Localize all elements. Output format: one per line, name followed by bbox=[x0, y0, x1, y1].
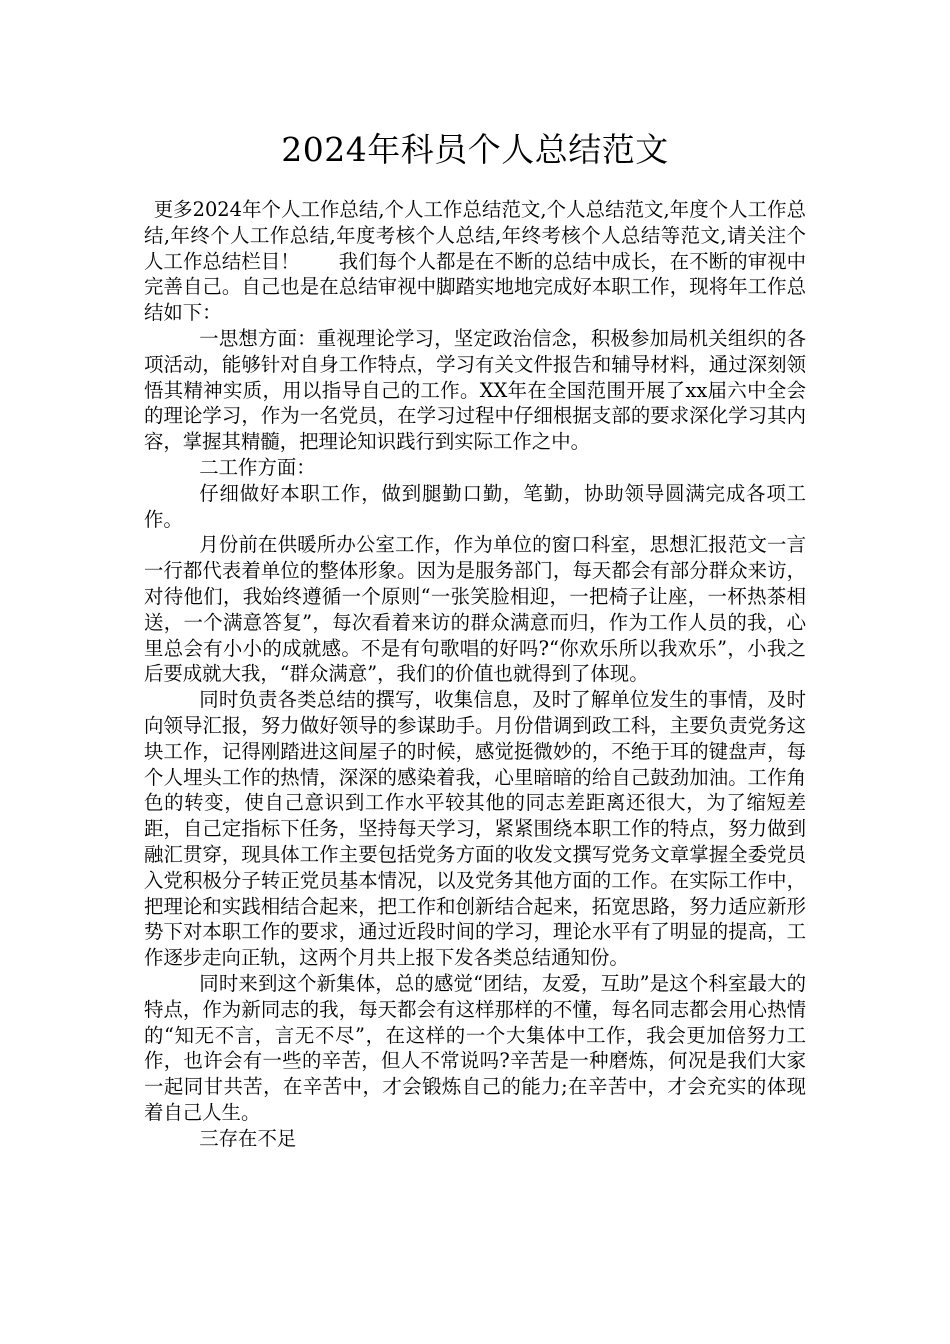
paragraph-office: 月份前在供暖所办公室工作，作为单位的窗口科室，思想汇报范文一言一行都代表着单位的整体形象。因为是服务部门，每天都会有部分群众来访，对待他们，我始终遵循一个原则“一张笑脸相迎，一把椅子让座，一杯热茶相送，一个满意答复”，每次看着来访的群众满意而归，作为工作人员的我，心里总会有小小的成就感。不是有句歌唱的好吗?“你欢乐所以我欢乐”，小我之后要成就大我，“群众满意”，我们的价值也就得到了体现。 bbox=[144, 533, 806, 686]
document-title: 2024年科员个人总结范文 bbox=[281, 130, 669, 169]
paragraph-team: 同时来到这个新集体，总的感觉“团结，友爱，互助”是这个科室最大的特点，作为新同志的我，每天都会有这样那样的不懂，每名同志都会用心热情的“知无不言，言无不尽”，在这样的一个大集体中工作，我会更加倍努力工作，也许会有一些的辛苦，但人不常说吗?辛苦是一种磨炼，何况是我们大家一起同甘共苦，在辛苦中，才会锻炼自己的能力;在辛苦中，才会充实的体现着自己人生。 bbox=[144, 971, 806, 1124]
paragraph-duty: 仔细做好本职工作，做到腿勤口勤，笔勤，协助领导圆满完成各项工作。 bbox=[144, 481, 806, 531]
intro-paragraph: 更多2024年个人工作总结,个人工作总结范文,个人总结范文,年度个人工作总结,年终个人工作总结,年度考核个人总结,年终考核个人总结等范文,请关注个人工作总结栏目！ 我们每个人都是在不断的总结中成长，在不断的审视中完善自己。自己也是在总结审视中脚踏实地地完成好本职工作，现将年工作总结如下： bbox=[144, 198, 806, 325]
paragraph-secondment: 同时负责各类总结的撰写，收集信息，及时了解单位发生的事情，及时向领导汇报，努力做好领导的参谋助手。月份借调到政工科，主要负责党务这块工作，记得刚踏进这间屋子的时候，感觉挺微妙的，不绝于耳的键盘声，每个人埋头工作的热情，深深的感染着我，心里暗暗的给自己鼓劲加油。工作角色的转变，使自己意识到工作水平较其他的同志差距离还很大，为了缩短差距，自己定指标下任务，坚持每天学习，紧紧围绕本职工作的特点，努力做到融汇贯穿，现具体工作主要包括党务方面的收发文撰写党务文章掌握全委党员入党积极分子转正党员基本情况，以及党务其他方面的工作。在实际工作中，把理论和实践相结合起来，把工作和创新结合起来，拓宽思路，努力适应新形势下对本职工作的要求，通过近段时间的学习，理论水平有了明显的提高，工作逐步走向正轨，这两个月共上报下发各类总结通知份。 bbox=[144, 688, 806, 970]
section-heading-shortcomings: 三存在不足 bbox=[199, 1126, 297, 1150]
section-heading-work: 二工作方面： bbox=[199, 455, 316, 479]
document-body bbox=[144, 197, 806, 1151]
paragraph-thought: 一思想方面：重视理论学习，坚定政治信念，积极参加局机关组织的各项活动，能够针对自身工作特点，学习有关文件报告和辅导材料，通过深刻领悟其精神实质，用以指导自己的工作。XX年在全国范围开展了xx届六中全会的理论学习，作为一名党员，在学习过程中仔细根据支部的要求深化学习其内容，掌握其精髓，把理论知识践行到实际工作之中。 bbox=[144, 326, 806, 454]
